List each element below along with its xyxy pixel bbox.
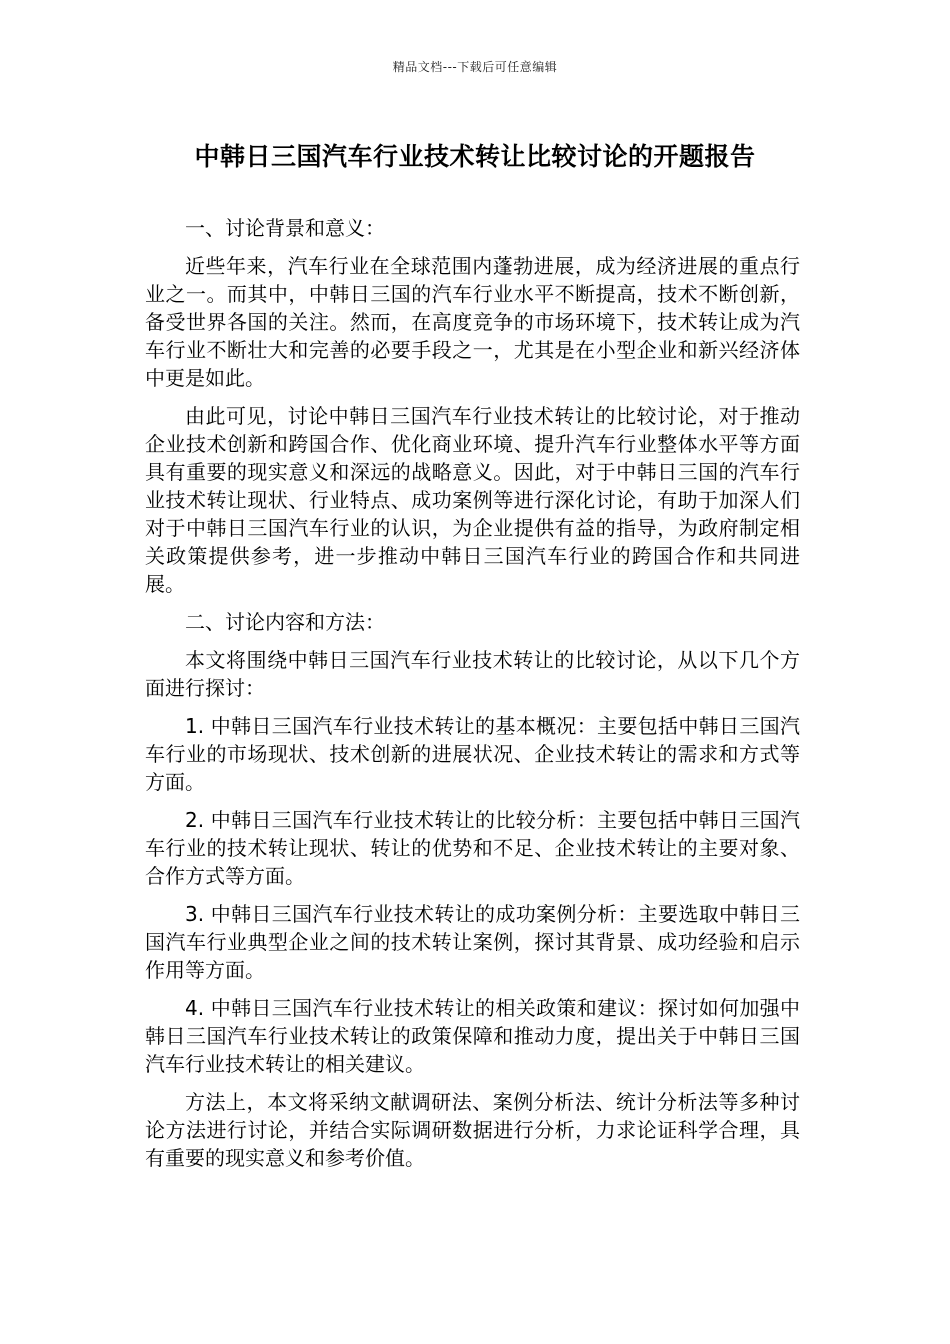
section-heading-background: 一、讨论背景和意义： — [185, 216, 385, 240]
list-item: 3. 中韩日三国汽车行业技术转让的成功案例分析：主要选取中韩日三国汽车行业典型企业之间的技术转让案例，探讨其背景、成功经验和启示作用等方面。 — [145, 902, 800, 982]
list-item: 1. 中韩日三国汽车行业技术转让的基本概况：主要包括中韩日三国汽车行业的市场现状、技术创新的进展状况、企业技术转让的需求和方式等方面。 — [145, 714, 800, 794]
header-note: 精品文档---下载后可任意编辑 — [392, 60, 558, 74]
list-item: 4. 中韩日三国汽车行业技术转让的相关政策和建议：探讨如何加强中韩日三国汽车行业技术转让的政策保障和推动力度，提出关于中韩日三国汽车行业技术转让的相关建议。 — [145, 996, 800, 1076]
body-paragraph: 由此可见，讨论中韩日三国汽车行业技术转让的比较讨论，对于推动企业技术创新和跨国合作、优化商业环境、提升汽车行业整体水平等方面具有重要的现实意义和深远的战略意义。因此，对于中韩日三国的汽车行业技术转让现状、行业特点、成功案例等进行深化讨论，有助于加深人们对于中韩日三国汽车行业的认识，为企业提供有益的指导，为政府制定相关政策提供参考，进一步推动中韩日三国汽车行业的跨国合作和共同进展。 — [145, 404, 800, 596]
document-title: 中韩日三国汽车行业技术转让比较讨论的开题报告 — [194, 142, 756, 171]
document-body — [145, 214, 800, 1182]
body-paragraph: 方法上，本文将采纳文献调研法、案例分析法、统计分析法等多种讨论方法进行讨论，并结合实际调研数据进行分析，力求论证科学合理，具有重要的现实意义和参考价值。 — [145, 1090, 800, 1170]
section-heading-content-methods: 二、讨论内容和方法： — [185, 610, 385, 634]
body-paragraph: 本文将围绕中韩日三国汽车行业技术转让的比较讨论，从以下几个方面进行探讨： — [145, 648, 800, 700]
body-paragraph: 近些年来，汽车行业在全球范围内蓬勃进展，成为经济进展的重点行业之一。而其中，中韩日三国的汽车行业水平不断提高，技术不断创新，备受世界各国的关注。然而，在高度竞争的市场环境下，技术转让成为汽车行业不断壮大和完善的必要手段之一，尤其是在小型企业和新兴经济体中更是如此。 — [145, 254, 800, 390]
list-item: 2. 中韩日三国汽车行业技术转让的比较分析：主要包括中韩日三国汽车行业的技术转让现状、转让的优势和不足、企业技术转让的主要对象、合作方式等方面。 — [145, 808, 800, 888]
